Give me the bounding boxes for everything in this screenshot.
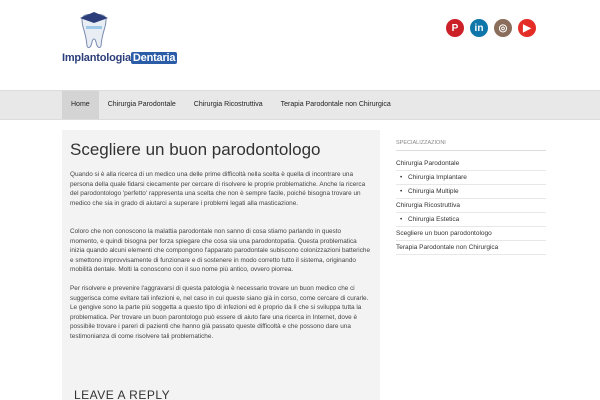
sidebar-link[interactable]: Chirurgia Ricostruttiva (396, 199, 546, 213)
main-navigation (0, 90, 600, 120)
sidebar-link[interactable]: • Chirurgia Estetica (396, 213, 546, 227)
sidebar-link[interactable]: Terapia Parodontale non Chirurgica (396, 241, 546, 255)
site-header (0, 0, 600, 90)
sidebar-title: SPECIALIZZAZIONI (396, 140, 546, 151)
nav-terapia-non-chirurgica[interactable]: Terapia Parodontale non Chirurgica (280, 101, 391, 108)
article-paragraph: Coloro che non conoscono la malattia parodontale non sanno di cosa stiamo parlando in questo momento, e quindi bisogna per forza spiegare che cosa sia una parodontopatia. Questa problematica inizia quando alcuni elementi che compongono l'apparato parodontale subiscono colonizzazioni batteriche e smettono improvvisamente di funzionare e di sostenere in modo corretto tutto il sistema, originando mobilità dentale. Molti la conoscono con il suo nome più antico, ovvero piorrea. (70, 228, 371, 273)
sidebar-link[interactable]: Scegliere un buon parodontologo (396, 227, 546, 241)
article-paragraph: Quando si è alla ricerca di un medico una delle prime difficoltà nella scelta è quella di incontrare una persona della quale fidarsi ciecamente per cercare di risolvere le proprie problematiche. Anche la ricerca del parodontologo 'perfetto' rappresenta una scelta che non è sempre facile, poiché bisogna trovare un medico che sia in grado di aiutarci a superare i problemi legati alla masticazione. (70, 171, 366, 207)
social-links (446, 19, 536, 37)
pinterest-icon[interactable]: P (446, 19, 464, 37)
instagram-icon[interactable]: ◎ (494, 19, 512, 37)
logo-wordmark (62, 52, 177, 64)
logo-text-accent: Dentaria (132, 52, 176, 64)
sidebar (396, 140, 546, 255)
sidebar-link[interactable]: • Chirurgia Multiple (396, 185, 546, 199)
youtube-icon[interactable]: ▶ (518, 19, 536, 37)
leave-reply-heading: LEAVE A REPLY (74, 388, 171, 400)
sidebar-link[interactable]: Chirurgia Parodontale (396, 157, 546, 171)
nav-home[interactable]: Home (62, 91, 99, 119)
page-title: Scegliere un buon parodontologo (70, 140, 321, 159)
linkedin-icon[interactable]: in (470, 19, 488, 37)
logo-text-main: Implantologia (62, 52, 131, 64)
site-logo[interactable] (62, 12, 182, 70)
article-paragraph: Per risolvere e prevenire l'aggravarsi di questa patologia è necessario trovare un buon medico che ci suggerisca come evitare tali infezioni e, nel caso in cui queste siano già in corso, come cercare di curarle. Le gengive sono la parte più soggetta a questo tipo di infezioni ed è proprio da lì che si sviluppa tutta la problematica. Per trovare un buon parontologo può essere di aiuto fare una ricerca in Internet, dove è possibile trovare i pareri di pazienti che hanno già passato queste difficoltà e che possono dare una testimonianza di come risolvere tali problematiche. (70, 285, 369, 340)
article (62, 130, 380, 400)
sidebar-list (396, 157, 546, 255)
sidebar-link[interactable]: • Chirurgia Implantare (396, 171, 546, 185)
tooth-logo-icon (76, 12, 112, 50)
nav-chirurgia-parodontale[interactable]: Chirurgia Parodontale (107, 101, 176, 108)
nav-chirurgia-ricostruttiva[interactable]: Chirurgia Ricostruttiva (193, 101, 263, 108)
